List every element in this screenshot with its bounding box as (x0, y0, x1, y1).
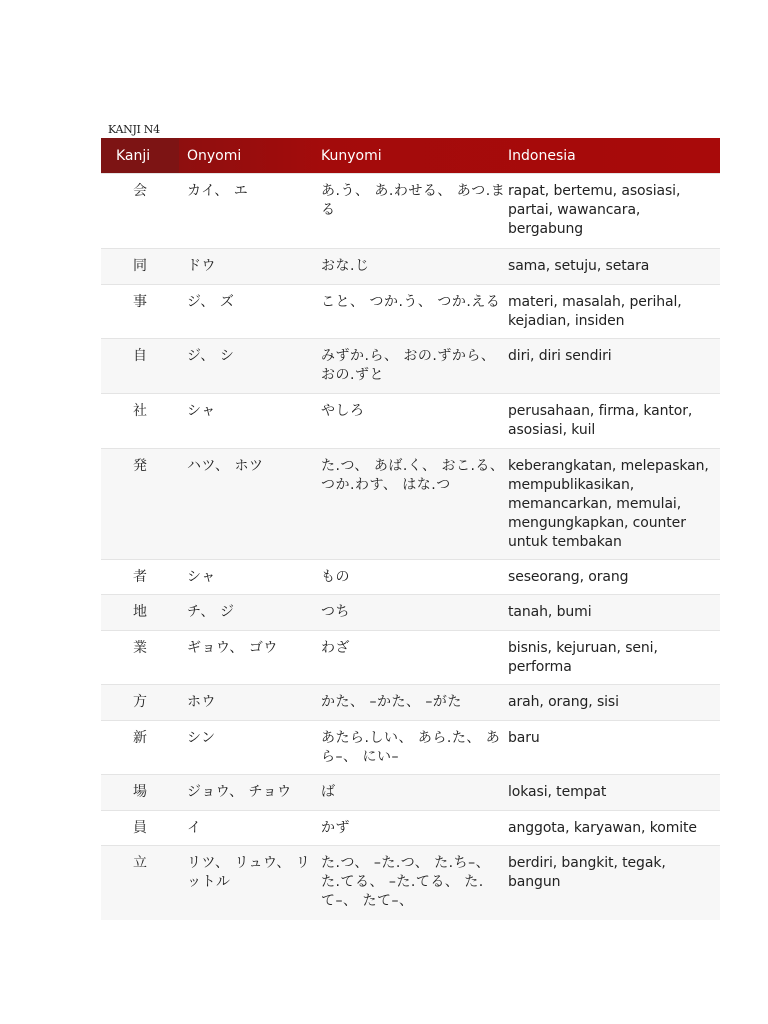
kanji-cell: 自 (133, 348, 147, 364)
kanji-cell: 員 (133, 820, 147, 836)
kanji-cell: 社 (133, 403, 147, 419)
onyomi-cell: イ (187, 820, 202, 836)
onyomi-cell: ドウ (187, 258, 216, 274)
table-row (101, 845, 720, 920)
kunyomi-cell: みずか.ら、 おの.ずから、 おの.ずと (321, 348, 496, 383)
indonesia-cell: seseorang, orang (508, 569, 629, 585)
table-row (101, 559, 720, 594)
kanji-cell: 業 (133, 640, 147, 656)
table-row (101, 594, 720, 630)
table-row (101, 684, 720, 720)
table-row (101, 338, 720, 393)
table-row (101, 248, 720, 284)
kunyomi-cell: かず (321, 820, 350, 836)
table-row (101, 448, 720, 559)
kunyomi-cell: おな.じ (321, 258, 370, 274)
indonesia-cell: perusahaan, firma, kantor, asosiasi, kuil (508, 403, 693, 438)
kunyomi-cell: た.つ、 –た.つ、 た.ち–、 た.てる、 –た.てる、 た.て–、 たて–、 (321, 855, 491, 909)
kanji-cell: 同 (133, 258, 147, 274)
kunyomi-cell: かた、 –かた、 –がた (321, 694, 462, 710)
kunyomi-cell: あ.う、 あ.わせる、 あつ.まる (321, 183, 506, 218)
table-row (101, 284, 720, 338)
table-caption: KANJI N4 (108, 123, 160, 136)
indonesia-cell: baru (508, 730, 540, 746)
header-onyomi: Onyomi (187, 147, 242, 164)
header-kanji: Kanji (101, 138, 179, 173)
kanji-cell: 新 (133, 730, 147, 746)
kanji-table (101, 138, 720, 920)
kunyomi-cell: た.つ、 あば.く、 おこ.る、 つか.わす、 はな.つ (321, 458, 505, 493)
onyomi-cell: チ、 ジ (187, 604, 235, 620)
kanji-cell: 発 (133, 458, 147, 474)
indonesia-cell: diri, diri sendiri (508, 348, 612, 364)
header-indonesia: Indonesia (508, 147, 576, 164)
kanji-cell: 会 (133, 183, 147, 199)
onyomi-cell: ハツ、 ホツ (187, 458, 264, 474)
kunyomi-cell: もの (321, 569, 350, 585)
kanji-cell: 立 (133, 855, 147, 871)
header-kunyomi: Kunyomi (321, 147, 382, 164)
table-body (101, 173, 720, 920)
onyomi-cell: ホウ (187, 694, 216, 710)
table-row (101, 393, 720, 448)
indonesia-cell: arah, orang, sisi (508, 694, 619, 710)
table-row (101, 774, 720, 810)
onyomi-cell: シャ (187, 569, 216, 585)
onyomi-cell: リツ、 リュウ、 リットル (187, 855, 311, 890)
kanji-cell: 事 (133, 294, 147, 310)
indonesia-cell: bisnis, kejuruan, seni, performa (508, 640, 658, 675)
indonesia-cell: tanah, bumi (508, 604, 592, 620)
kunyomi-cell: ば (321, 784, 336, 800)
indonesia-cell: keberangkatan, melepaskan, mempublikasikan, memancarkan, memulai, mengungkapkan, counter untuk tembakan (508, 458, 709, 550)
onyomi-cell: シャ (187, 403, 216, 419)
indonesia-cell: sama, setuju, setara (508, 258, 650, 274)
kunyomi-cell: あたら.しい、 あら.た、 あら–、 にい– (321, 730, 501, 765)
indonesia-cell: materi, masalah, perihal, kejadian, insiden (508, 294, 682, 329)
table-header (101, 138, 720, 173)
indonesia-cell: berdiri, bangkit, tegak, bangun (508, 855, 666, 890)
kunyomi-cell: やしろ (321, 403, 365, 419)
kanji-cell: 場 (133, 784, 147, 800)
kunyomi-cell: つち (321, 604, 350, 620)
kunyomi-cell: こと、 つか.う、 つか.える (321, 294, 501, 310)
onyomi-cell: シン (187, 730, 216, 746)
table-row (101, 720, 720, 774)
onyomi-cell: カイ、 エ (187, 183, 249, 199)
indonesia-cell: anggota, karyawan, komite (508, 820, 697, 836)
kanji-cell: 地 (133, 604, 147, 620)
onyomi-cell: ギョウ、 ゴウ (187, 640, 278, 656)
onyomi-cell: ジ、 ズ (187, 294, 235, 310)
table-row (101, 173, 720, 248)
indonesia-cell: lokasi, tempat (508, 784, 607, 800)
table-row (101, 810, 720, 845)
onyomi-cell: ジ、 シ (187, 348, 235, 364)
kanji-cell: 者 (133, 569, 147, 585)
indonesia-cell: rapat, bertemu, asosiasi, partai, wawancara, bergabung (508, 183, 681, 237)
kunyomi-cell: わざ (321, 640, 350, 656)
onyomi-cell: ジョウ、 チョウ (187, 784, 292, 800)
kanji-cell: 方 (133, 694, 147, 710)
table-row (101, 630, 720, 684)
